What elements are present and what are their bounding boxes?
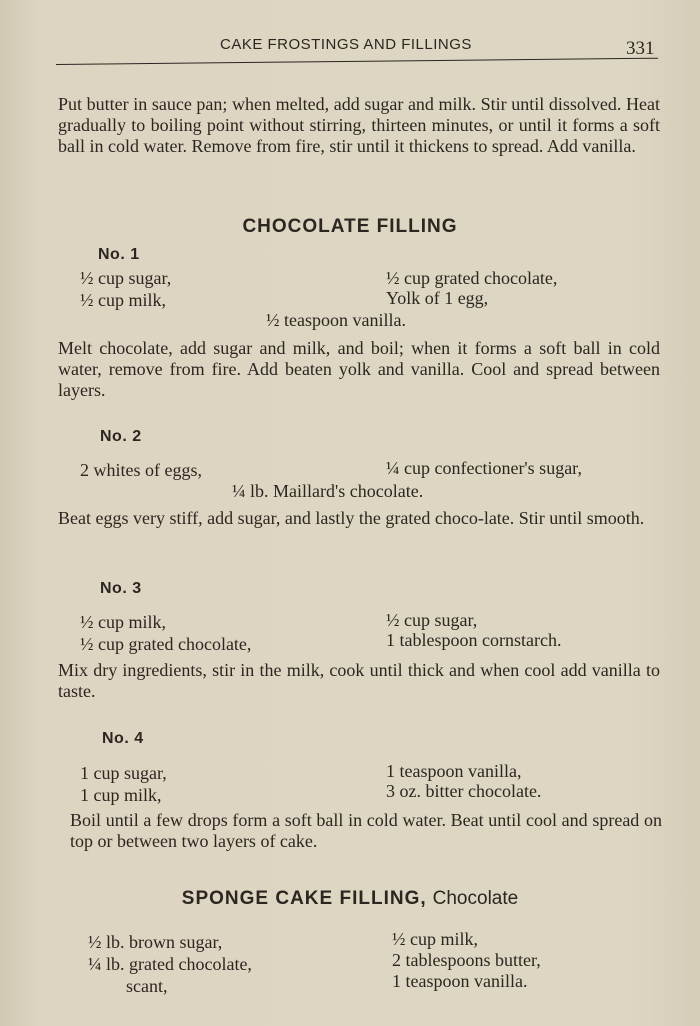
- recipe-1-method: Melt chocolate, add sugar and milk, and boil; when it forms a soft ball in cold water, remove from fire. Add beaten yolk and vanilla. Cool and spread between layers.: [58, 338, 660, 400]
- recipe-2-method: Beat eggs very stiff, add sugar, and lastly the grated choco-late. Stir until smooth.: [58, 508, 645, 528]
- sponge-ingredient-right-1: ½ cup milk,: [392, 929, 478, 949]
- recipe-3-label: No. 3: [100, 580, 142, 597]
- recipe-2-label: No. 2: [100, 428, 142, 445]
- recipe-4-ingredient-right-2: 3 oz. bitter chocolate.: [386, 781, 542, 801]
- page-number: 331: [626, 38, 655, 59]
- recipe-2-ingredient-right-1: ¼ cup confectioner's sugar,: [386, 458, 582, 478]
- running-head: [0, 34, 700, 58]
- running-title: CAKE FROSTINGS AND FILLINGS: [220, 36, 472, 53]
- intro-paragraph: Put butter in sauce pan; when melted, add sugar and milk. Stir until dissolved. Heat gradually to boiling point without stirring, thirteen minutes, or until it forms a soft ball in cold water. Remove from fire, stir until it thickens to spread. Add vanilla.: [58, 94, 660, 156]
- recipe-4-method: Boil until a few drops form a soft ball in cold water. Beat until cool and spread on top or between two layers of cake.: [70, 810, 662, 851]
- recipe-3-ingredient-left-1: ½ cup milk,: [80, 612, 166, 632]
- sponge-cake-filling-qualifier: Chocolate: [432, 888, 519, 909]
- sponge-ingredient-right-2: 2 tablespoons butter,: [392, 950, 541, 970]
- recipe-4-label: No. 4: [102, 730, 144, 747]
- recipe-3-method: Mix dry ingredients, stir in the milk, cook until thick and when cool add vanilla to taste.: [58, 660, 660, 701]
- recipe-1-ingredient-right-1: ½ cup grated chocolate,: [386, 268, 558, 288]
- recipe-1-ingredient-left-1: ½ cup sugar,: [80, 268, 172, 288]
- recipe-1-label: No. 1: [98, 246, 140, 263]
- sponge-ingredient-left-1: ½ lb. brown sugar,: [88, 932, 223, 952]
- recipe-1-ingredient-right-2: Yolk of 1 egg,: [386, 288, 489, 308]
- chocolate-filling-title: CHOCOLATE FILLING: [242, 216, 458, 237]
- sponge-cake-filling-title-main: SPONGE CAKE FILLING,: [181, 888, 427, 909]
- recipe-1-ingredient-center: ½ teaspoon vanilla.: [266, 310, 406, 330]
- sponge-ingredient-right-3: 1 teaspoon vanilla.: [392, 971, 528, 991]
- recipe-4-ingredient-right-1: 1 teaspoon vanilla,: [386, 761, 522, 781]
- recipe-4-ingredient-left-2: 1 cup milk,: [80, 785, 162, 805]
- header-rule: [56, 58, 658, 65]
- recipe-3-ingredient-left-2: ½ cup grated chocolate,: [80, 634, 252, 654]
- sponge-ingredient-left-3: scant,: [126, 976, 168, 996]
- sponge-cake-filling-title: [0, 888, 700, 910]
- recipe-2-ingredient-left-1: 2 whites of eggs,: [80, 460, 202, 480]
- recipe-1-ingredient-left-2: ½ cup milk,: [80, 290, 166, 310]
- sponge-ingredient-left-2: ¼ lb. grated chocolate,: [88, 954, 252, 974]
- recipe-2-ingredient-center: ¼ lb. Maillard's chocolate.: [232, 481, 424, 501]
- recipe-4-ingredient-left-1: 1 cup sugar,: [80, 763, 167, 783]
- recipe-3-ingredient-right-1: ½ cup sugar,: [386, 610, 478, 630]
- recipe-3-ingredient-right-2: 1 tablespoon cornstarch.: [386, 630, 562, 650]
